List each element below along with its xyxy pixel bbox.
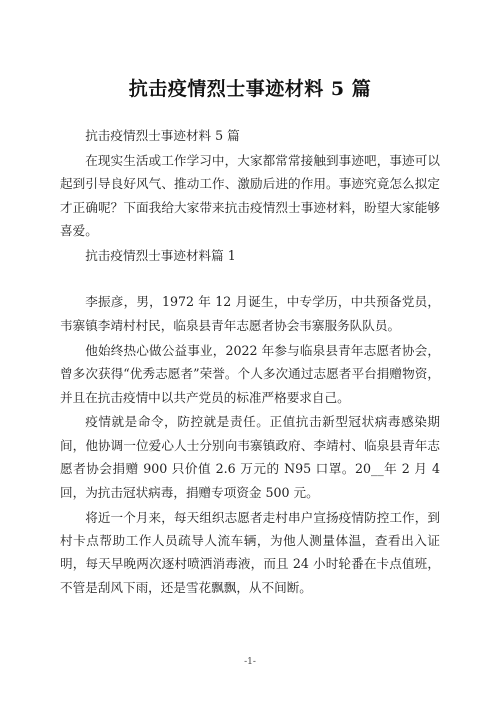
paragraph-donation: 疫情就是命令，防控就是责任。正值抗击新型冠状病毒感染期间，他协调一位爱心人士分别向韦寨镇政府、李靖村、临泉县青年志愿者协会捐赠 900 只价值 2.6 万元的 N95 口罩。20__年 2 月 4 回，为抗击冠状病毒，捐赠专项资金 500 元。	[60, 414, 440, 500]
page-number: -1-	[244, 657, 256, 667]
document-title: 抗击疫情烈士事迹材料 5 篇	[128, 78, 372, 100]
paragraph-checkpoint: 将近一个月来，每天组织志愿者走村串户宣扬疫情防控工作，到村卡点帮助工作人员疏导人流车辆，为他人测量体温，查看出入证明，每天早晚两次逐村喷洒消毒液，而且 24 小时轮番在卡点值班，不管是刮风下雨，还是雪花飘飘，从不间断。	[60, 509, 440, 595]
document-body	[60, 124, 440, 601]
paragraph-subtitle: 抗击疫情烈士事迹材料 5 篇	[85, 128, 240, 143]
paragraph-intro: 在现实生活或工作学习中，大家都常常接触到事迹吧，事迹可以起到引导良好风气、推动工作、激励后进的作用。事迹究竟怎么拟定才正确呢？下面我给大家带来抗击疫情烈士事迹材料，盼望大家能够喜爱。	[60, 152, 440, 239]
paragraph-volunteer: 他始终热心做公益事业，2022 年参与临泉县青年志愿者协会，曾多次获得“优秀志愿者”荣誉。个人多次通过志愿者平台捐赠物资，并且在抗击疫情中以共产党员的标准严格要求自己。	[60, 342, 440, 405]
paragraph-profile: 李振彦，男，1972 年 12 月诞生，中专学历，中共预备党员，韦寨镇李靖村村民，临泉县青年志愿者协会韦寨服务队队员。	[60, 294, 440, 333]
paragraph-section-heading: 抗击疫情烈士事迹材料篇 1	[85, 248, 236, 264]
